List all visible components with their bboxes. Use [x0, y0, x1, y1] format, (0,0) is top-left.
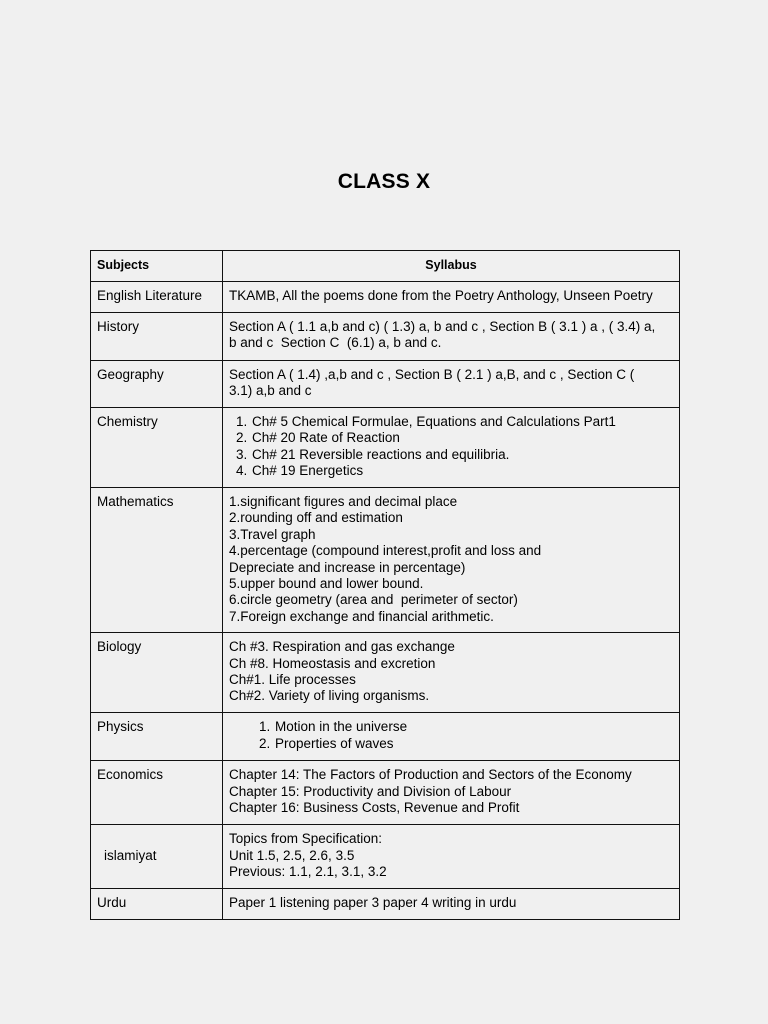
chapter-list	[229, 414, 673, 480]
table-row	[91, 408, 680, 488]
syllabus-line: 1.significant figures and decimal place	[229, 494, 458, 509]
subject-cell: islamiyat	[91, 825, 223, 889]
syllabus-cell	[223, 282, 680, 313]
table-row	[91, 633, 680, 713]
subject-cell: Chemistry	[91, 408, 223, 488]
subjects-header: Subjects	[91, 251, 223, 282]
table-row	[91, 889, 680, 920]
syllabus-line: Chapter 15: Productivity and Division of Labour	[229, 783, 512, 799]
page-title: CLASS X	[337, 170, 431, 193]
subject-cell: Mathematics	[91, 488, 223, 633]
table-row	[91, 282, 680, 313]
subject-cell: Biology	[91, 633, 223, 713]
subject-cell: Economics	[91, 761, 223, 825]
list-item: 2. Properties of waves	[274, 736, 673, 752]
table-row	[91, 313, 680, 361]
subject-cell: Physics	[91, 713, 223, 761]
syllabus-line: Ch#1. Life processes	[229, 672, 356, 688]
syllabus-line: Ch #3. Respiration and gas exchange	[229, 639, 455, 655]
syllabus-line: Ch #8. Homeostasis and excretion	[229, 655, 436, 671]
list-item: 4. Ch# 19 Energetics	[251, 463, 673, 479]
table-row	[91, 488, 680, 633]
subject-cell: Urdu	[91, 889, 223, 920]
syllabus-line: Section A ( 1.1 a,b and c) ( 1.3) a, b and c , Section B ( 3.1 ) a , ( 3.4) a,	[229, 319, 656, 334]
list-item: 1. Motion in the universe	[274, 719, 673, 735]
syllabus-line: 7.Foreign exchange and financial arithmetic.	[229, 608, 494, 624]
syllabus-line: 2.rounding off and estimation	[229, 510, 403, 526]
subject-cell: English Literature	[91, 282, 223, 313]
syllabus-cell	[223, 713, 680, 761]
syllabus-line: TKAMB, All the poems done from the Poetry Anthology, Unseen Poetry	[229, 288, 653, 303]
list-item: 2. Ch# 20 Rate of Reaction	[251, 430, 673, 446]
table-header-row	[91, 251, 680, 282]
table-row	[91, 825, 680, 889]
syllabus-line: Chapter 16: Business Costs, Revenue and Profit	[229, 800, 520, 816]
syllabus-line: Section A ( 1.4) ,a,b and c , Section B ( 2.1 ) a,B, and c , Section C (	[229, 367, 635, 382]
syllabus-cell	[223, 825, 680, 889]
syllabus-cell	[223, 361, 680, 408]
syllabus-line: Topics from Specification:	[229, 831, 383, 847]
syllabus-cell	[223, 408, 680, 488]
chapter-list	[229, 719, 673, 752]
syllabus-line: 4.percentage (compound interest,profit and loss and	[229, 543, 542, 559]
syllabus-cell	[223, 889, 680, 920]
subject-cell: History	[91, 313, 223, 361]
syllabus-line: Depreciate and increase in percentage)	[229, 559, 466, 575]
syllabus-line: Paper 1 listening paper 3 paper 4 writing in urdu	[229, 895, 517, 911]
subject-cell: Geography	[91, 361, 223, 408]
syllabus-line: 3.1) a,b and c	[229, 383, 312, 399]
syllabus-line: 6.circle geometry (area and perimeter of sector)	[229, 592, 518, 608]
syllabus-header: Syllabus	[223, 251, 680, 282]
syllabus-line: Ch#2. Variety of living organisms.	[229, 688, 430, 704]
syllabus-cell	[223, 313, 680, 361]
syllabus-line: Unit 1.5, 2.5, 2.6, 3.5	[229, 847, 355, 863]
syllabus-line: Chapter 14: The Factors of Production and Sectors of the Economy	[229, 767, 632, 783]
syllabus-cell	[223, 633, 680, 713]
syllabus-table	[90, 250, 680, 920]
list-item: 1. Ch# 5 Chemical Formulae, Equations and Calculations Part1	[251, 414, 673, 430]
syllabus-line: b and c Section C (6.1) a, b and c.	[229, 335, 442, 351]
table-row	[91, 761, 680, 825]
syllabus-cell	[223, 488, 680, 633]
table-row	[91, 713, 680, 761]
list-item: 3. Ch# 21 Reversible reactions and equilibria.	[251, 447, 673, 463]
table-row	[91, 361, 680, 408]
syllabus-line: Previous: 1.1, 2.1, 3.1, 3.2	[229, 864, 387, 880]
syllabus-line: 3.Travel graph	[229, 526, 316, 542]
syllabus-cell	[223, 761, 680, 825]
syllabus-line: 5.upper bound and lower bound.	[229, 576, 424, 592]
